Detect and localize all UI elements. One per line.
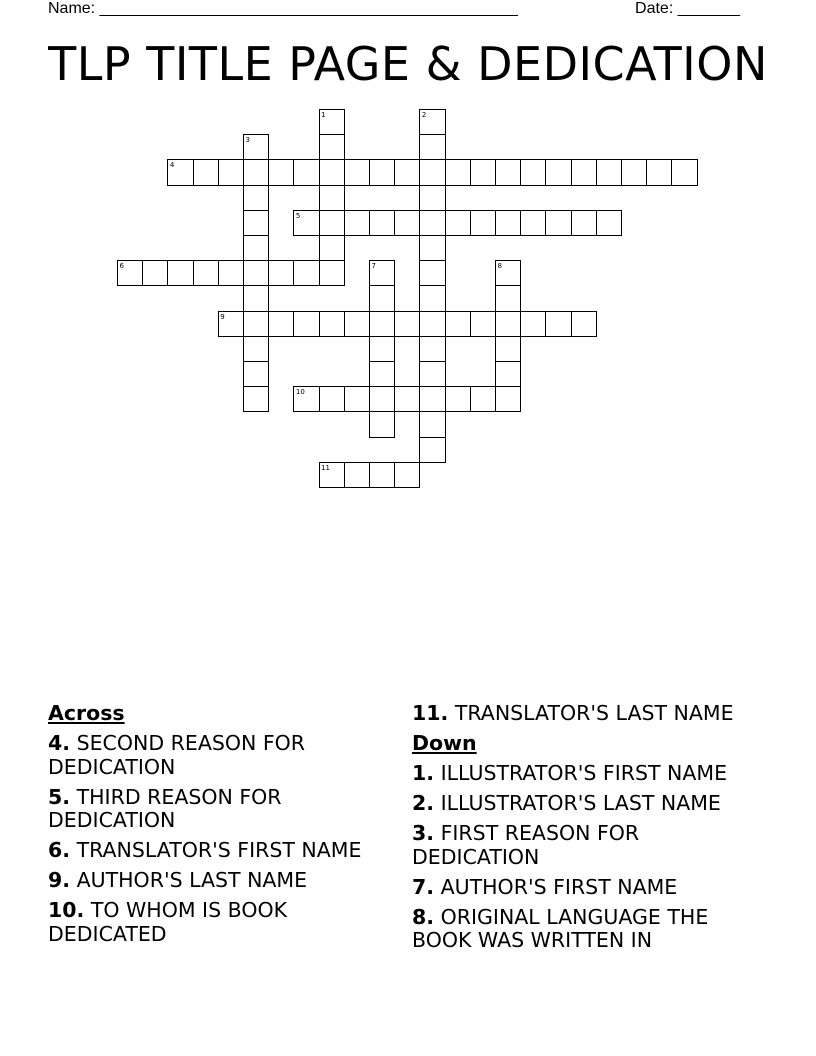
crossword-cell[interactable] <box>167 260 193 286</box>
clue-across-4 <box>48 732 388 779</box>
down-heading: Down <box>412 731 477 755</box>
crossword-cell[interactable] <box>243 285 269 311</box>
crossword-cell[interactable] <box>419 285 445 311</box>
crossword-cell[interactable] <box>293 260 319 286</box>
clue-number: 7. <box>412 874 435 899</box>
crossword-cell[interactable] <box>369 336 395 362</box>
crossword-cell[interactable] <box>495 361 521 387</box>
crossword-cell[interactable] <box>495 210 521 236</box>
clue-across-11 <box>412 702 772 726</box>
clue-number: 2. <box>412 791 435 815</box>
clue-number-label: 5 <box>295 211 301 220</box>
crossword-cell[interactable] <box>344 462 370 488</box>
crossword-cell[interactable] <box>243 210 269 236</box>
clue-number-label: 7 <box>371 262 376 271</box>
crossword-cell[interactable] <box>419 311 445 337</box>
clue-text: ILLUSTRATOR'S FIRST NAME <box>440 761 728 785</box>
crossword-cell[interactable] <box>319 260 345 286</box>
crossword-cell[interactable] <box>319 185 345 211</box>
crossword-cell[interactable] <box>268 260 294 286</box>
crossword-cell[interactable] <box>193 159 219 185</box>
crossword-cell[interactable] <box>344 311 370 337</box>
clue-number-label: 11 <box>321 463 331 472</box>
crossword-cell[interactable] <box>369 311 395 337</box>
crossword-cell[interactable] <box>394 311 420 337</box>
crossword-cell[interactable] <box>596 210 622 236</box>
crossword-cell[interactable] <box>369 285 395 311</box>
crossword-cell[interactable] <box>419 210 445 236</box>
crossword-cell[interactable] <box>571 311 597 337</box>
clue-number: 10. <box>48 898 85 922</box>
crossword-cell[interactable] <box>319 134 345 160</box>
crossword-cell[interactable] <box>621 159 647 185</box>
crossword-cell[interactable] <box>495 285 521 311</box>
clue-number: 4. <box>48 731 71 755</box>
clue-across-9 <box>48 869 388 893</box>
crossword-cell[interactable] <box>319 210 345 236</box>
crossword-grid <box>0 0 816 500</box>
crossword-cell[interactable] <box>268 159 294 185</box>
crossword-cell[interactable] <box>394 462 420 488</box>
clue-text: FIRST REASON FOR DEDICATION <box>412 821 640 869</box>
clue-number: 3. <box>412 821 435 845</box>
crossword-cell[interactable] <box>419 134 445 160</box>
crossword-cell[interactable] <box>243 235 269 261</box>
crossword-cell[interactable] <box>319 235 345 261</box>
clue-text: AUTHOR'S FIRST NAME <box>440 874 678 899</box>
clue-number-label: 1 <box>321 111 326 119</box>
crossword-cell[interactable] <box>293 159 319 185</box>
clue-number: 11. <box>412 701 449 725</box>
crossword-cell[interactable] <box>495 159 521 185</box>
clue-text: THIRD REASON FOR DEDICATION <box>48 784 282 832</box>
crossword-cell[interactable] <box>218 159 244 185</box>
crossword-cell[interactable] <box>369 361 395 387</box>
crossword-cell[interactable] <box>369 411 395 437</box>
clue-number-label: 6 <box>119 262 124 271</box>
clue-text: SECOND REASON FOR DEDICATION <box>48 731 306 779</box>
crossword-cell[interactable] <box>520 159 546 185</box>
crossword-cell[interactable] <box>545 311 571 337</box>
crossword-cell[interactable] <box>419 260 445 286</box>
crossword-cell[interactable] <box>193 260 219 286</box>
clue-across-5 <box>48 786 388 833</box>
crossword-cell[interactable] <box>319 311 345 337</box>
crossword-cell[interactable] <box>369 462 395 488</box>
crossword-cell[interactable] <box>243 361 269 387</box>
clue-number: 6. <box>48 838 71 862</box>
crossword-cell[interactable] <box>243 386 269 412</box>
crossword-cell[interactable] <box>319 159 345 185</box>
clue-across-6 <box>48 839 388 863</box>
crossword-cell[interactable] <box>243 311 269 337</box>
crossword-cell[interactable] <box>142 260 168 286</box>
across-heading: Across <box>48 701 125 725</box>
crossword-cell[interactable] <box>419 159 445 185</box>
crossword-cell[interactable] <box>394 386 420 412</box>
crossword-cell[interactable] <box>344 159 370 185</box>
clue-number-label: 2 <box>421 111 427 119</box>
clue-down-8 <box>412 906 772 953</box>
crossword-cell[interactable] <box>545 210 571 236</box>
crossword-cell[interactable] <box>596 159 622 185</box>
crossword-cell[interactable] <box>344 386 370 412</box>
clue-text: ILLUSTRATOR'S LAST NAME <box>440 791 721 815</box>
page-title: TLP TITLE PAGE & DEDICATION <box>48 37 768 91</box>
crossword-cell[interactable] <box>470 386 496 412</box>
clue-text: TO WHOM IS BOOK DEDICATED <box>48 898 288 946</box>
crossword-cell[interactable] <box>470 159 496 185</box>
crossword-cell[interactable] <box>445 386 471 412</box>
clue-down-7 <box>412 876 772 900</box>
crossword-cell[interactable] <box>394 210 420 236</box>
crossword-cell[interactable] <box>495 311 521 337</box>
clue-text: AUTHOR'S LAST NAME <box>76 868 308 892</box>
crossword-cell[interactable] <box>293 311 319 337</box>
crossword-cell[interactable] <box>243 159 269 185</box>
clue-down-1 <box>412 762 772 786</box>
crossword-cell[interactable] <box>369 210 395 236</box>
crossword-cell[interactable] <box>545 159 571 185</box>
crossword-cell[interactable] <box>495 386 521 412</box>
crossword-cell[interactable] <box>243 336 269 362</box>
crossword-cell[interactable] <box>419 411 445 437</box>
crossword-cell[interactable] <box>571 159 597 185</box>
crossword-cell[interactable] <box>369 386 395 412</box>
clue-down-3 <box>412 822 772 869</box>
clue-number-label: 4 <box>169 161 175 170</box>
clue-number: 8. <box>412 904 435 929</box>
clue-number-label: 3 <box>245 136 250 145</box>
clue-number: 5. <box>48 784 71 809</box>
crossword-cell[interactable] <box>419 437 445 463</box>
clue-number-label: 9 <box>220 312 225 321</box>
clue-text: ORIGINAL LANGUAGE THE BOOK WAS WRITTEN IN <box>412 904 709 952</box>
crossword-cell[interactable] <box>470 210 496 236</box>
crossword-cell[interactable] <box>319 386 345 412</box>
clue-text: TRANSLATOR'S LAST NAME <box>454 701 734 725</box>
clue-down-2 <box>412 792 772 816</box>
clue-across-10 <box>48 899 388 946</box>
crossword-cell[interactable] <box>571 210 597 236</box>
crossword-cell[interactable] <box>419 336 445 362</box>
crossword-cell[interactable] <box>419 235 445 261</box>
crossword-cell[interactable] <box>243 185 269 211</box>
clue-number-label: 10 <box>295 388 305 397</box>
name-field[interactable]: Name: _______________________________________________ <box>48 0 518 17</box>
clue-number: 1. <box>412 761 435 785</box>
crossword-cell[interactable] <box>218 260 244 286</box>
crossword-cell[interactable] <box>445 159 471 185</box>
crossword-cell[interactable] <box>243 260 269 286</box>
clues-column-left <box>48 702 388 953</box>
clue-text: TRANSLATOR'S FIRST NAME <box>76 838 362 862</box>
crossword-cell[interactable] <box>394 159 420 185</box>
crossword-cell[interactable] <box>344 210 370 236</box>
crossword-cell[interactable] <box>646 159 672 185</box>
crossword-cell[interactable] <box>520 311 546 337</box>
clues-column-right <box>412 702 772 959</box>
crossword-cell[interactable] <box>419 185 445 211</box>
crossword-cell[interactable] <box>671 159 697 185</box>
crossword-cell[interactable] <box>495 336 521 362</box>
date-field[interactable]: Date: _______ <box>635 0 740 17</box>
crossword-cell[interactable] <box>268 311 294 337</box>
crossword-cell[interactable] <box>445 311 471 337</box>
crossword-cell[interactable] <box>369 159 395 185</box>
clue-number-label: 8 <box>497 262 502 271</box>
clue-number: 9. <box>48 868 71 892</box>
crossword-cell[interactable] <box>520 210 546 236</box>
crossword-cell[interactable] <box>419 361 445 387</box>
crossword-cell[interactable] <box>419 386 445 412</box>
crossword-cell[interactable] <box>445 210 471 236</box>
crossword-cell[interactable] <box>470 311 496 337</box>
